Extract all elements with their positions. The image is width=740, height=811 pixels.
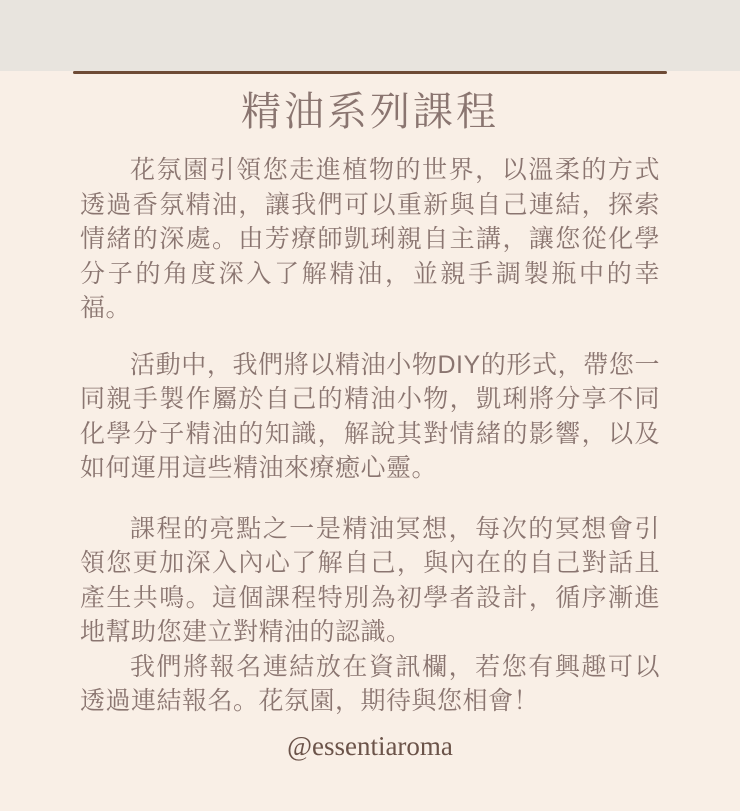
- paragraph-highlight: 課程的亮點之一是精油冥想，每次的冥想會引領您更加深入內心了解自己，與內在的自己對話且產生共鳴。這個課程特別為初學者設計，循序漸進地幫助您建立對精油的認識。: [80, 514, 660, 646]
- course-poster: [0, 71, 740, 811]
- paragraph-activity: 活動中，我們將以精油小物DIY的形式，帶您一同親手製作屬於自己的精油小物，凱琍將分享不同化學分子精油的知識，解說其對情緒的影響，以及如何運用這些精油來療癒心靈。: [80, 350, 660, 482]
- instagram-handle: @essentiaroma: [287, 730, 453, 761]
- poster-body: [80, 153, 660, 719]
- paragraph-signup: 我們將報名連結放在資訊欄，若您有興趣可以透過連結報名。花氛園，期待與您相會！: [80, 652, 660, 715]
- paragraph-intro: 花氛園引領您走進植物的世界，以溫柔的方式透過香氛精油，讓我們可以重新與自己連結，探索情緒的深處。由芳療師凱琍親自主講，讓您從化學分子的角度深入了解精油，並親手調製瓶中的幸福。: [80, 156, 660, 322]
- top-divider-line: [73, 71, 667, 74]
- poster-title: 精油系列課程: [241, 90, 499, 134]
